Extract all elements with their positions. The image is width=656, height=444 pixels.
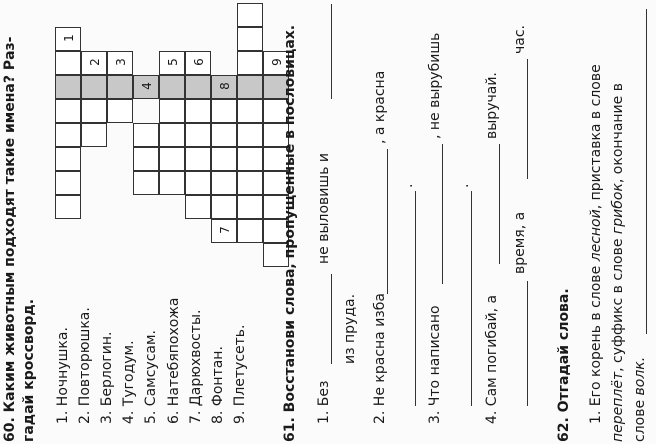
- crossword-cell[interactable]: [185, 171, 211, 195]
- crossword-cell[interactable]: [81, 51, 107, 75]
- proverb-4-start: 4. Сам погибай, а: [484, 294, 500, 424]
- crossword-key-cell[interactable]: [81, 75, 107, 99]
- proverb-4-blank[interactable]: [527, 281, 528, 406]
- task-60-title-line2: гадай кроссворд.: [21, 298, 37, 442]
- clue-3: 3. Берлогин.: [99, 331, 115, 424]
- crossword-key-cell[interactable]: [55, 75, 81, 99]
- clue-8: 8. Фонтан.: [210, 346, 226, 424]
- crossword-cell[interactable]: [211, 147, 237, 171]
- crossword-number: 2: [88, 58, 102, 66]
- crossword-cell[interactable]: [185, 123, 211, 147]
- clue-2: 2. Повторюшка.: [77, 307, 93, 424]
- clue-4: 4. Тугодум.: [121, 340, 137, 424]
- crossword-cell[interactable]: [133, 171, 159, 195]
- proverb-2-start: 2. Не красна изба: [372, 293, 388, 424]
- task-61-title: 61. Восстанови слова, пропущенные в пословицах.: [282, 24, 298, 442]
- crossword-cell[interactable]: [237, 147, 263, 171]
- proverb-1-blank[interactable]: [331, 4, 332, 99]
- crossword-cell[interactable]: [211, 219, 237, 243]
- proverb-3-blank[interactable]: [471, 191, 472, 406]
- crossword-cell[interactable]: [55, 147, 81, 171]
- crossword-cell[interactable]: [211, 99, 237, 123]
- crossword-cell[interactable]: [237, 99, 263, 123]
- proverb-4-mid: выручай.: [484, 72, 500, 139]
- crossword-cell[interactable]: [81, 99, 107, 123]
- proverb-4-mid2: время, а: [512, 211, 528, 274]
- crossword-cell[interactable]: [81, 123, 107, 147]
- crossword-cell[interactable]: [55, 171, 81, 195]
- crossword-key-cell[interactable]: [237, 75, 263, 99]
- crossword-cell[interactable]: [55, 195, 81, 219]
- crossword-number: 3: [114, 58, 128, 66]
- proverb-1-mid: не выловишь и: [316, 153, 332, 264]
- crossword-cell[interactable]: [55, 99, 81, 123]
- crossword-number: 8: [218, 82, 232, 90]
- crossword-cell[interactable]: [55, 27, 81, 51]
- riddle-1-line2: переплёт, суффикс в слове грибок, окончание в: [610, 83, 626, 442]
- proverb-3-mid: , не вырубишь: [427, 32, 443, 139]
- clue-9: 9. Плетусеть.: [232, 324, 248, 424]
- crossword-number: 5: [166, 58, 180, 66]
- proverb-1-end: из пруда.: [342, 293, 358, 364]
- crossword-key-cell[interactable]: [107, 75, 133, 99]
- crossword-cell[interactable]: [159, 123, 185, 147]
- task-62-title: 62. Отгадай слова.: [556, 288, 572, 442]
- clue-5: 5. Самсусам.: [143, 330, 159, 424]
- proverb-4-end: час.: [512, 25, 528, 54]
- crossword-cell[interactable]: [159, 147, 185, 171]
- proverb-1-start: 1. Без: [316, 380, 332, 424]
- crossword-cell[interactable]: [107, 51, 133, 75]
- crossword-cell[interactable]: [55, 51, 81, 75]
- crossword-cell[interactable]: [159, 99, 185, 123]
- crossword-number: 6: [192, 58, 206, 66]
- crossword-cell[interactable]: [237, 219, 263, 243]
- crossword-key-cell[interactable]: [133, 75, 159, 99]
- crossword-cell[interactable]: [133, 147, 159, 171]
- crossword-cell[interactable]: [211, 171, 237, 195]
- crossword-cell[interactable]: [211, 195, 237, 219]
- crossword-key-cell[interactable]: [185, 75, 211, 99]
- crossword-cell[interactable]: [159, 171, 185, 195]
- crossword-cell[interactable]: [159, 51, 185, 75]
- task-60-title-line1: 60. Каким животным подходят такие имена? Раз-: [2, 36, 18, 442]
- crossword-cell[interactable]: [133, 123, 159, 147]
- crossword-cell[interactable]: [237, 51, 263, 75]
- proverb-3-start: 3. Что написано: [427, 305, 443, 424]
- crossword-cell[interactable]: [237, 195, 263, 219]
- crossword-cell[interactable]: [185, 99, 211, 123]
- riddle-1-answer-line[interactable]: [646, 9, 647, 334]
- clue-1: 1. Ночнушка.: [55, 327, 71, 424]
- proverb-2-mid: , а красна: [372, 70, 388, 144]
- crossword-cell[interactable]: [237, 171, 263, 195]
- crossword-cell[interactable]: [185, 51, 211, 75]
- crossword-cell[interactable]: [211, 123, 237, 147]
- proverb-3-end: .: [456, 183, 472, 188]
- proverb-1-blank[interactable]: [331, 274, 332, 364]
- proverb-4-blank[interactable]: [527, 59, 528, 179]
- proverb-4-blank[interactable]: [499, 144, 500, 264]
- crossword-cell[interactable]: [237, 3, 263, 27]
- crossword-number: 9: [270, 58, 284, 66]
- proverb-3-blank[interactable]: [442, 144, 443, 284]
- crossword-number: 1: [62, 34, 76, 42]
- clue-7: 7. Дарюхвосты.: [188, 309, 204, 424]
- proverb-2-blank[interactable]: [415, 191, 416, 406]
- crossword-cell[interactable]: [107, 99, 133, 123]
- proverb-2-end: .: [400, 183, 416, 188]
- crossword-key-cell[interactable]: [159, 75, 185, 99]
- riddle-1-line1: 1. Его корень в слове лесной, приставка в слове: [588, 64, 604, 424]
- proverb-2-blank[interactable]: [387, 149, 388, 294]
- clue-6: 6. Натебяпохожа: [166, 297, 182, 424]
- crossword-cell[interactable]: [185, 147, 211, 171]
- crossword-number: 4: [140, 82, 154, 90]
- crossword-key-cell[interactable]: [211, 75, 237, 99]
- crossword-cell[interactable]: [237, 123, 263, 147]
- crossword-number: 7: [218, 226, 232, 234]
- riddle-1-line3: слове волк.: [632, 356, 648, 442]
- crossword-cell[interactable]: [185, 195, 211, 219]
- crossword-cell[interactable]: [237, 27, 263, 51]
- crossword-cell[interactable]: [55, 123, 81, 147]
